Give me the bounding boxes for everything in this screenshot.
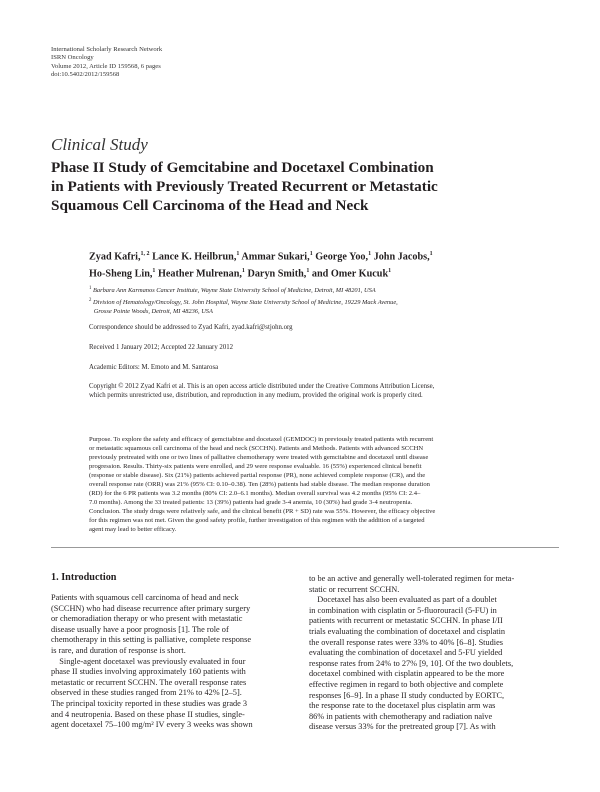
body-line: Docetaxel has also been evaluated as part of a doublet (309, 595, 497, 605)
abstract-line: (response or stable disease). Six (21%) patients achieved partial response (PR), none achieved complete response (CR), and the (89, 472, 426, 479)
author-name: and Omer Kucuk (311, 268, 389, 280)
academic-editors: Academic Editors: M. Emoto and M. Santarosa (89, 364, 219, 371)
author-affil-sup: 1 (368, 251, 372, 257)
body-line: patients with recurrent or metastatic SCCHN. In phase I/II (309, 616, 503, 626)
article-title (51, 158, 541, 215)
body-line: Patients with squamous cell carcinoma of head and neck (51, 593, 239, 602)
author-affil-sup: 1 (388, 268, 392, 275)
author-affil-sup: 1 (429, 251, 433, 257)
doi[interactable]: doi:10.5402/2012/159568 (51, 71, 120, 79)
author-name: George Yoo, (315, 251, 369, 263)
affiliation-text: Division of Hematology/Oncology, St. John Hospital, Wayne State University School of Medicine, 19229 Mack Avenue, (93, 298, 398, 306)
body-line: observed in these studies ranged from 21% to 42% [2–5]. (51, 688, 242, 698)
body-line: the overall response rates were 33% to 40% [6–8]. Studies (309, 637, 504, 647)
volume-info: Volume 2012, Article ID 159568, 6 pages (51, 62, 161, 70)
body-line: static or recurrent SCCHN. (309, 584, 400, 594)
body-line: Single-agent docetaxel was previously evaluated in four (51, 656, 246, 666)
body-line: disease versus 33% for the pretreated group [7]. As with (309, 722, 496, 732)
body-line: to be an active and generally well-tolerated regimen for meta- (309, 574, 515, 583)
author-affil-sup: 1 (309, 251, 313, 257)
right-column (309, 574, 559, 733)
abstract-line: Conclusion. The study drugs were relatively safe, and the clinical benefit (PR + SD) rate was 55%. However, the efficacy objective (89, 508, 436, 515)
author-line-2 (89, 264, 559, 281)
affiliation-text: Grosse Pointe Woods, Detroit, MI 48236, USA (93, 308, 213, 316)
copyright-line: Copyright © 2012 Zyad Kafri et al. This is an open access article distributed under the Creative Commons Attribution License, (89, 383, 435, 390)
author-name: Ammar Sukari, (241, 251, 310, 263)
subjournal-name: ISRN Oncology (51, 54, 94, 62)
received-dates: Received 1 January 2012; Accepted 22 January 2012 (89, 344, 234, 351)
affiliations (89, 284, 559, 316)
body-line: and 4 neutropenia. Based on these phase II studies, single- (51, 709, 245, 719)
affiliation-2 (89, 296, 559, 308)
abstract (89, 435, 559, 534)
body-line: phase II studies involving approximately 160 patients with (51, 667, 246, 677)
left-column (51, 593, 293, 731)
affiliation-text: Barbara Ann Karmanos Cancer Institute, Wayne State University School of Medicine, Detroit, MI 48201, USA (93, 287, 376, 295)
journal-header (51, 46, 162, 80)
body-line: is rare, and duration of response is short. (51, 645, 186, 655)
author-name: Zyad Kafri, (89, 251, 141, 263)
affiliation-1 (89, 284, 559, 296)
abstract-line: or metastatic squamous cell carcinoma of the head and neck (SCCHN). Patients and Methods. Patients with advanced SCCHN (89, 445, 424, 452)
body-line: the response rate to the docetaxel plus cisplatin arm was (309, 701, 496, 711)
body-line: agent docetaxel 75–100 mg/m² IV every 3 weeks was shown (51, 720, 253, 730)
journal-name: International Scholarly Research Network (51, 46, 163, 53)
author-name: Heather Mulrenan, (157, 268, 242, 280)
affiliation-sup: 1 (89, 286, 92, 291)
author-affil-sup: 1, 2 (140, 251, 150, 257)
body-line: The principal toxicity reported in these studies was grade 3 (51, 698, 248, 708)
author-affil-sup: 1 (306, 268, 310, 275)
body-line: responses [6–9]. In a phase II study conducted by EORTC, (309, 690, 505, 700)
abstract-line: agent may lead to better efficacy. (89, 526, 177, 533)
body-line: effective regimen in regard to both objective and complete (309, 679, 504, 689)
copyright-notice (89, 382, 559, 400)
author-line-1 (89, 247, 559, 264)
author-name: John Jacobs, (373, 251, 430, 263)
article-type: Clinical Study (51, 135, 148, 154)
section-heading: 1. Introduction (51, 572, 117, 583)
author-affil-sup: 1 (152, 268, 156, 275)
body-line: trials evaluating the combination of docetaxel and cisplatin (309, 626, 506, 636)
body-line: chemotherapy in this setting is palliative, complete response (51, 635, 251, 645)
body-line: disease usually have a poor prognosis [1]. The role of (51, 624, 229, 634)
abstract-line: for this regimen was not met. Given the good safety profile, further investigation of this regimen with the addition of a targeted (89, 517, 425, 524)
section-divider (51, 547, 559, 548)
title-line: in Patients with Previously Treated Recurrent or Metastatic (51, 178, 438, 195)
body-line: 86% in patients with chemotherapy and radiation naïve (309, 711, 493, 721)
abstract-line: overall response rate (ORR) was 21% (95% CI: 0.10–0.38). Ten (28%) patients had stable disease. The median response duration (89, 481, 430, 488)
affiliation-sup: 2 (89, 297, 92, 303)
author-name: Lance K. Heilbrun, (152, 251, 237, 263)
author-name: Daryn Smith, (247, 268, 307, 280)
body-line: or chemoradiation therapy or who present with metastatic (51, 614, 243, 624)
abstract-line: Purpose. To explore the safety and efficacy of gemcitabine and docetaxel (GEMDOC) in previously treated patients with recurrent (89, 436, 434, 443)
body-line: metastatic or recurrent SCCHN. The overall response rates (51, 677, 247, 687)
body-line: docetaxel combined with cisplatin appeared to be the more (309, 669, 505, 679)
abstract-line: (RD) for the 6 PR patients was 3.2 months (80% CI: 2.0–6.1 months). Median overall survival was 4.2 months (95% CI: 2.4– (89, 490, 421, 497)
body-line: (SCCHN) who had disease recurrence after primary surgery (51, 603, 251, 613)
author-list (89, 247, 559, 282)
body-line: in combination with cisplatin or 5-fluorouracil (5-FU) in (309, 605, 497, 615)
body-line: evaluating the combination of docetaxel and 5-FU yielded (309, 648, 503, 658)
abstract-line: previously pretreated with one or two lines of palliative chemotherapy were treated with gemcitabine and docetaxel until disease (89, 454, 429, 461)
body-line: response rates from 24% to 27% [9, 10]. Of the two doublets, (309, 658, 514, 668)
correspondence: Correspondence should be addressed to Zyad Kafri, zyad.kafri@stjohn.org (89, 324, 293, 331)
author-affil-sup: 1 (241, 268, 245, 275)
abstract-line: progression. Results. Thirty-six patients were enrolled, and 29 were response evaluable. 16 (55%) experienced clinical benefit (89, 463, 422, 470)
abstract-line: 7.0 months). Among the 33 treated patients: 13 (39%) patients had grade 3-4 anemia, 10 (30%) had grade 3-4 neutropenia. (89, 499, 413, 506)
title-line: Squamous Cell Carcinoma of the Head and Neck (51, 197, 369, 214)
author-name: Ho-Sheng Lin, (89, 268, 153, 280)
author-affil-sup: 1 (236, 251, 240, 257)
title-line: Phase II Study of Gemcitabine and Docetaxel Combination (51, 159, 434, 176)
copyright-line: which permits unrestricted use, distribution, and reproduction in any medium, provided the original work is properly cited. (89, 392, 423, 399)
affiliation-2-cont (89, 307, 559, 316)
